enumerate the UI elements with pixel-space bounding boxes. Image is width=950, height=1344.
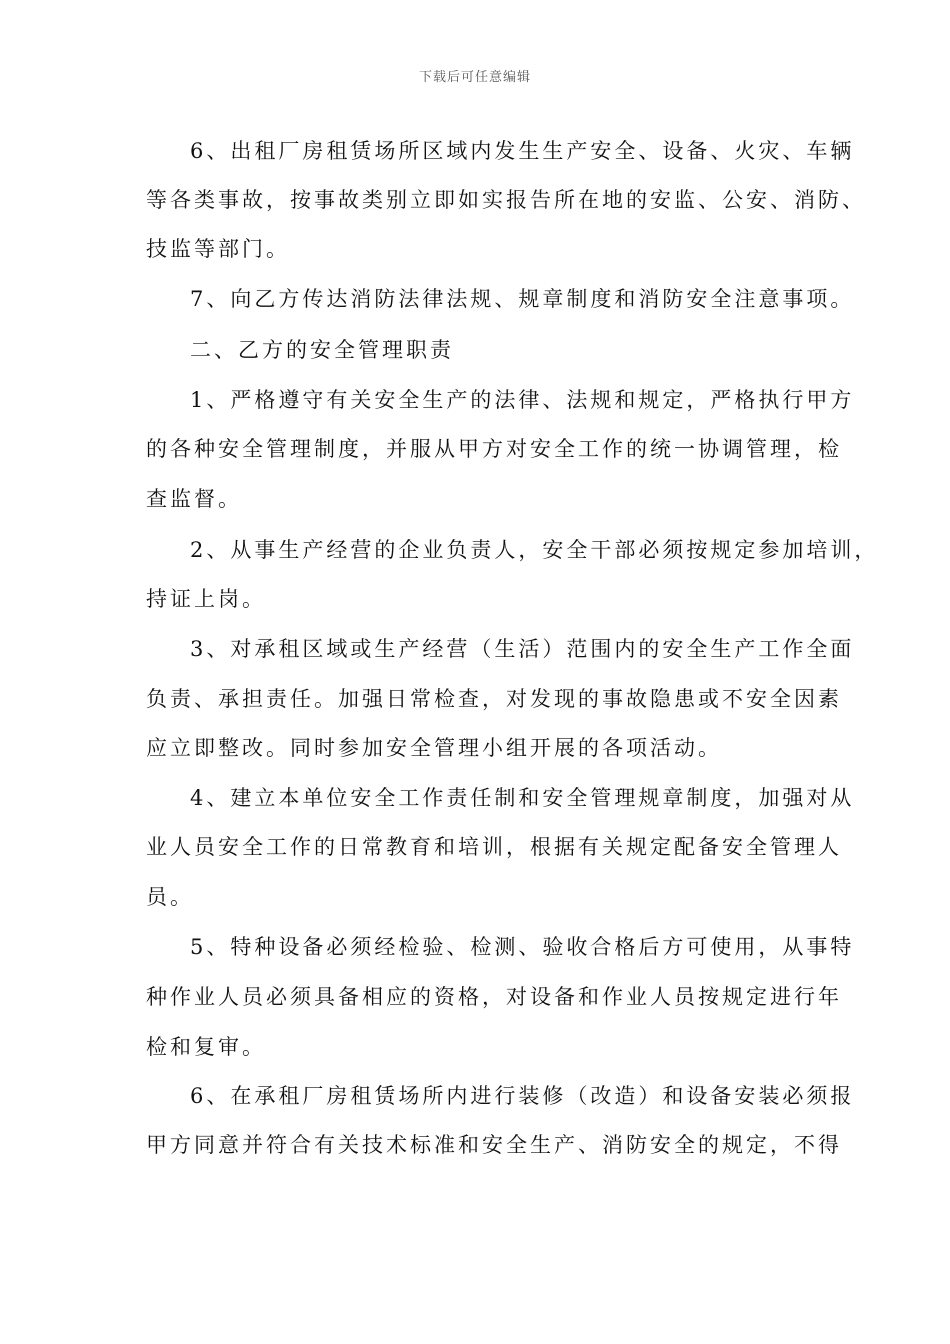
text-line: 检和复审。 (146, 1035, 266, 1059)
text-line: 5、特种设备必须经检验、检测、验收合格后方可使用，从事特 (190, 935, 855, 959)
header-note: 下载后可任意编辑 (418, 70, 531, 85)
section-heading: 二、乙方的安全管理职责 (190, 338, 454, 362)
text-line: 业人员安全工作的日常教育和培训，根据有关规定配备安全管理人 (146, 835, 842, 859)
text-line: 6、出租厂房租赁场所区域内发生生产安全、设备、火灾、车辆 (190, 139, 855, 163)
text-line: 员。 (146, 885, 194, 909)
text-line: 应立即整改。同时参加安全管理小组开展的各项活动。 (146, 736, 722, 760)
text-line: 4、建立本单位安全工作责任制和安全管理规章制度，加强对从 (190, 786, 855, 810)
text-line: 1、严格遵守有关安全生产的法律、法规和规定，严格执行甲方 (190, 388, 855, 412)
text-line: 技监等部门。 (146, 237, 290, 261)
text-line: 等各类事故，按事故类别立即如实报告所在地的安监、公安、消防、 (146, 188, 866, 212)
text-line: 查监督。 (146, 487, 242, 511)
text-line: 6、在承租厂房租赁场所内进行装修（改造）和设备安装必须报 (190, 1084, 855, 1108)
text-line: 的各种安全管理制度，并服从甲方对安全工作的统一协调管理，检 (146, 437, 842, 461)
text-line: 种作业人员必须具备相应的资格，对设备和作业人员按规定进行年 (146, 985, 842, 1009)
text-line: 持证上岗。 (146, 587, 266, 611)
text-line: 7、向乙方传达消防法律法规、规章制度和消防安全注意事项。 (190, 287, 855, 311)
text-line: 负责、承担责任。加强日常检查，对发现的事故隐患或不安全因素 (146, 687, 842, 711)
text-line: 甲方同意并符合有关技术标准和安全生产、消防安全的规定，不得 (146, 1133, 842, 1157)
text-line: 3、对承租区域或生产经营（生活）范围内的安全生产工作全面 (190, 637, 855, 661)
text-line: 2、从事生产经营的企业负责人，安全干部必须按规定参加培训， (190, 538, 879, 562)
